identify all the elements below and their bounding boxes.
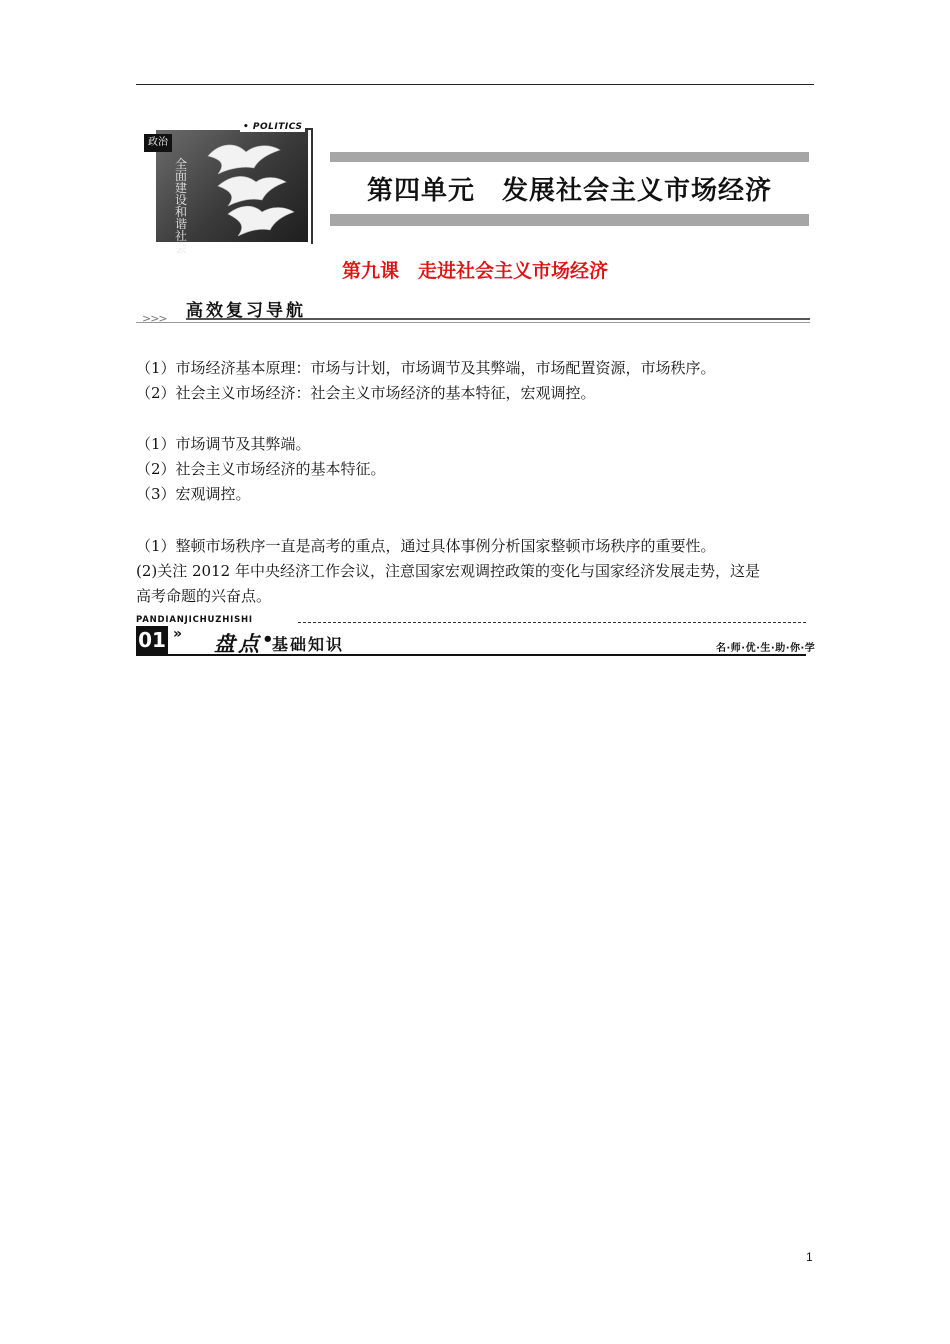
section-number: 01: [136, 626, 168, 654]
separator-dot: •: [262, 629, 274, 650]
header-rule: [136, 84, 814, 85]
section-title: 高效复习导航: [186, 301, 306, 321]
exam-trend-line: 高考命题的兴奋点。: [136, 587, 272, 605]
section-slogan: 名·师·优·生·助·你·学: [716, 643, 816, 654]
dashed-rule: [298, 622, 806, 623]
vertical-motto: 全面建设和谐社会: [175, 157, 188, 255]
page-number: 1: [806, 1250, 813, 1264]
exam-trends-block: [136, 534, 818, 609]
subject-badge: 政治: [144, 134, 172, 152]
logo-frame: [311, 128, 313, 244]
chevron-icon: »: [173, 626, 183, 642]
lesson-title: 第九课 走进社会主义市场经济: [341, 260, 608, 282]
politics-brand: • POLITICS: [240, 122, 305, 132]
key-point-line: （3）宏观调控。: [136, 485, 251, 503]
doves-icon: [200, 138, 300, 240]
outline-block: [136, 356, 818, 406]
exam-trend-line: （1）整顿市场秩序一直是高考的重点，通过具体事例分析国家整顿市场秩序的重要性。: [136, 537, 716, 555]
section-rule: [186, 318, 810, 320]
key-point-line: （2）社会主义市场经济的基本特征。: [136, 460, 386, 478]
banner-band: [330, 214, 809, 226]
outline-line: （1）市场经济基本原理：市场与计划，市场调节及其弊端，市场配置资源，市场秩序。: [136, 359, 716, 377]
section-title: 基础知识: [272, 635, 345, 654]
section-pinyin: PANDIANJICHUZHISHI: [136, 615, 253, 625]
banner-band: [330, 152, 809, 162]
outline-line: （2）社会主义市场经济：社会主义市场经济的基本特征，宏观调控。: [136, 384, 596, 402]
key-point-line: （1）市场调节及其弊端。: [136, 435, 311, 453]
unit-title: 第四单元 发展社会主义市场经济: [366, 176, 772, 206]
section-rule: [136, 654, 806, 656]
section-script-title: 盘点: [214, 631, 262, 656]
key-points-block: [136, 432, 818, 507]
exam-trend-line: (2)关注 2012 年中央经济工作会议，注意国家宏观调控政策的变化与国家经济发展走势，这是: [136, 562, 760, 580]
section-rule: [136, 322, 810, 323]
arrows-icon: >>>: [142, 312, 167, 325]
